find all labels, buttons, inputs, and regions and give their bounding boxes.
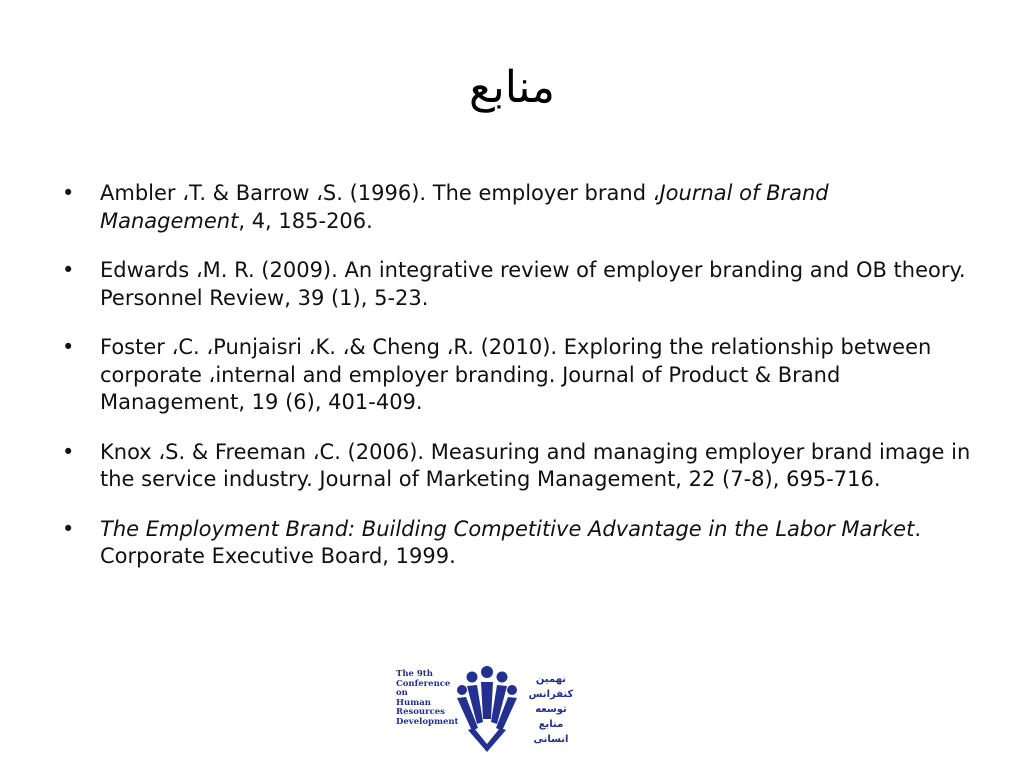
reference-title-italic: The Employment Brand: Building Competitive Advantage in the Labor Market bbox=[100, 516, 915, 541]
logo-english-line: The 9th bbox=[396, 669, 433, 679]
logo-english-line: on bbox=[396, 688, 408, 699]
slide-title: منابع bbox=[469, 62, 555, 113]
reference-item bbox=[62, 516, 974, 571]
reference-text: Knox ،S. & Freeman ،C. (2006). Measuring and managing employer brand image in the service industry. Journal of Marketing Management, 22 (7-8), 695-716. bbox=[100, 439, 971, 491]
reference-text: Edwards ،M. R. (2009). An integrative review of employer branding and OB theory. Personnel Review, 39 (1), 5-23. bbox=[100, 258, 966, 310]
reference-item bbox=[62, 257, 974, 312]
bullet-icon: • bbox=[62, 181, 75, 205]
people-circle-icon bbox=[454, 664, 520, 754]
logo-persian-line: نهمین bbox=[535, 674, 567, 685]
logo-persian-line: منابع انسانی bbox=[533, 719, 569, 745]
reference-text: Foster ،C. ،Punjaisri ،K. ،& Cheng ،R. (2010). Exploring the relationship between corporate ،internal and employer branding. Journal of Product & Brand Management, 19 (6), 401-409. bbox=[100, 335, 932, 414]
conference-logo bbox=[396, 664, 582, 758]
logo-english-line: Conference bbox=[396, 678, 451, 689]
references-list bbox=[62, 180, 974, 593]
logo-persian-line: توسعه bbox=[535, 704, 567, 715]
reference-title-italic: Journal of Brand Management bbox=[100, 181, 829, 233]
logo-persian-text bbox=[520, 672, 582, 747]
reference-item bbox=[62, 439, 974, 494]
logo-english-line: Development bbox=[396, 716, 459, 727]
reference-text: Ambler ،T. & Barrow ،S. (1996). The employer brand ، bbox=[100, 181, 660, 205]
logo-english-text bbox=[396, 669, 459, 728]
bullet-icon: • bbox=[62, 258, 75, 282]
logo-persian-line: کنفرانس bbox=[528, 689, 574, 700]
reference-item bbox=[62, 180, 974, 235]
reference-text: . Corporate Executive Board, 1999. bbox=[100, 516, 922, 568]
bullet-icon: • bbox=[62, 439, 75, 464]
reference-item bbox=[62, 334, 974, 417]
bullet-icon: • bbox=[62, 516, 75, 541]
logo-english-line: Resources bbox=[396, 707, 445, 718]
reference-text: , 4, 185-206. bbox=[238, 208, 373, 233]
logo-english-line: Human bbox=[396, 697, 431, 708]
bullet-icon: • bbox=[62, 335, 75, 359]
